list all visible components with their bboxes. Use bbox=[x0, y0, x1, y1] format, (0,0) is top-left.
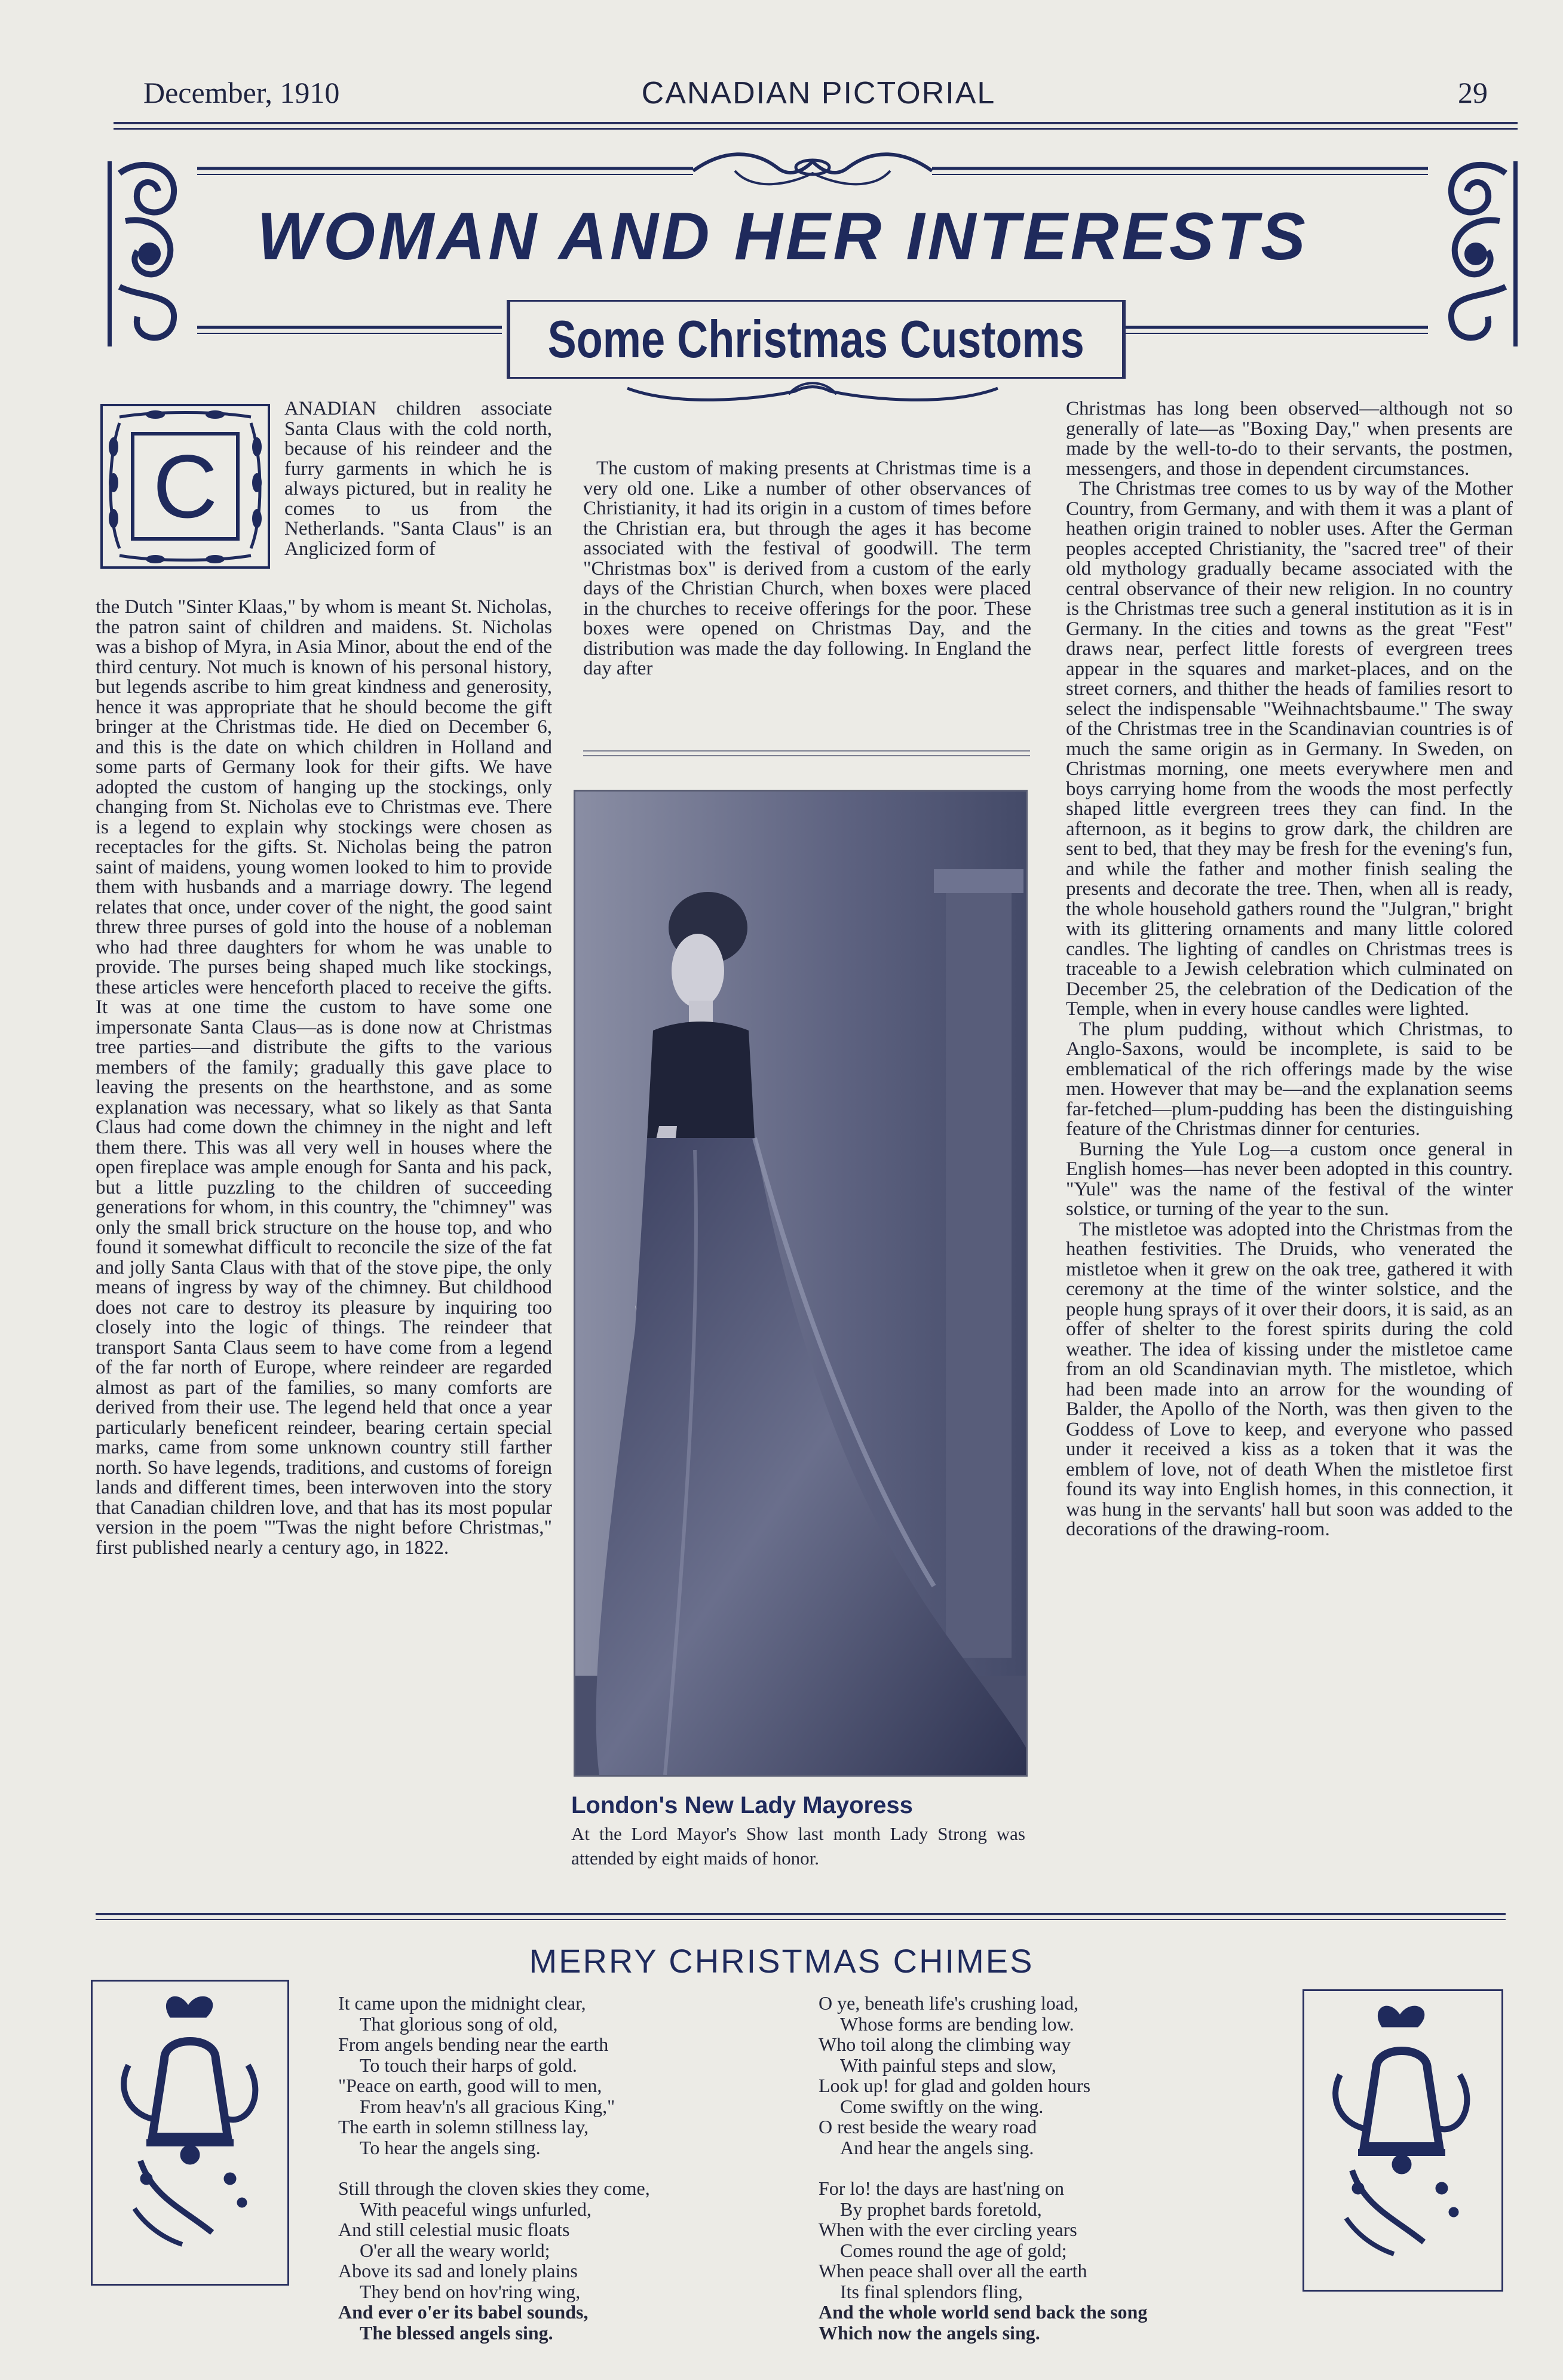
poem-line: To hear the angels sing. bbox=[360, 2136, 541, 2158]
col3-paragraph: Burning the Yule Log—a custom once general in English homes—has never been adopted in this country. "Yule" was the name of the festival of the winter solstice, or turning of the year to the sun. bbox=[1066, 1138, 1513, 1220]
bell-icon bbox=[93, 1982, 287, 2284]
poem-line: Still through the cloven skies they come, bbox=[338, 2177, 650, 2199]
poem-line: Whose forms are bending low. bbox=[840, 2013, 1074, 2035]
article-title: Some Christmas Customs bbox=[547, 309, 1085, 369]
poem-line: "Peace on earth, good will to men, bbox=[338, 2075, 602, 2096]
photo-caption-title: London's New Lady Mayoress bbox=[571, 1792, 913, 1818]
portrait-illustration bbox=[575, 792, 1026, 1775]
poem-line: And ever o'er its babel sounds, bbox=[338, 2301, 589, 2323]
poem-line: With painful steps and slow, bbox=[840, 2054, 1056, 2076]
col1-lead-text bbox=[284, 399, 552, 559]
col1-main-paragraph: the Dutch "Sinter Klaas," by whom is meant St. Nicholas, the patron saint of children and maidens. St. Nicholas was a bishop of Myra, in Asia Minor, about the end of the third century. Not much is known of his personal history, but legends ascribe to him great kindness and generosity, hence it was appropriate that he should become the gift bringer at the Christmas tide. He died on December 6, and this is the date on which children in Holland and some parts of Germany look for their gifts. We have adopted the custom of hanging up the stockings, only changing from St. Nicholas eve to Christmas eve. There is a legend to explain why stockings were chosen as receptacles for the gifts. St. Nicholas being the patron saint of maidens, young women looked to him to provide them with husbands and a marriage dowry. The legend relates that once, under cover of the night, the good saint threw three purses of gold into the house of a nobleman who had three daughters for whom he was unable to provide. The purses being shaped much like stockings, these articles were henceforth placed to receive the gifts. It was at one time the custom to have some one impersonate Santa Claus—as is done now at Christmas tree parties—and distribute the gifts to the various members of the family; gradually this gave place to leaving the presents on the hearthstone, and as some explanation was necessary, what so likely as that Santa Claus had come down the chimney in the night and left them there. This was all very well in houses where the open fireplace was ample enough for Santa and his pack, but a little puzzling to the children of succeeding generations for whom, in this country, the "chimney" was only the small brick structure on the house top, and who found it somewhat difficult to reconcile the size of the fat and jolly Santa Claus with that of the stove pipe, the only means of ingress by way of the chimney. But childhood does not care to destroy its pleasure by inquiring too closely into the logic of things. The reindeer that transport Santa Claus seem to have come from a legend of the far north of Europe, where reindeer are regarded almost as part of the families, so many comforts are derived from their use. The legend held that once a year particularly beneficent reindeer, bearing certain special marks, came from some unknown country still farther north. So have legends, traditions, and customs of foreign lands and different times, been interwoven into the story that Canadian children love, and that has its most popular version in the poem "'Twas the night before Christmas," first published nearly a century ago, in 1822. bbox=[96, 596, 552, 1559]
header-rule-bottom bbox=[114, 128, 1518, 130]
col3-paragraph: The mistletoe was adopted into the Christmas from the heathen festivities. The Druids, who venerated the mistletoe when it grew on the oak tree, gathered it with ceremony at the time of the winter solstice, and the people hung sprays of it over their doors, it is said, as an offer of shelter to the forest spirits during the cold weather. The idea of kissing under the mistletoe came from an old Scandinavian myth. The mistletoe, which had been made into an arrow for the wounding of Balder, the Apollo of the North, was then given to the Goddess of Love to keep, and everyone who passed under it received a kiss as a token that it was the emblem of love, not of death When the mistletoe first found its way into English homes, in this connection, it was hung in the servants' hall but soon was added to the decorations of the drawing-room. bbox=[1066, 1218, 1513, 1540]
col1-main-text bbox=[96, 597, 552, 1558]
photo-caption bbox=[571, 1792, 1025, 1870]
poem-line: Its final splendors fling, bbox=[840, 2280, 1023, 2302]
magazine-title: CANADIAN PICTORIAL bbox=[641, 76, 996, 111]
poem-stanza bbox=[819, 2178, 1285, 2343]
poem-line: The earth in solemn stillness lay, bbox=[338, 2116, 589, 2137]
col2-rule-a bbox=[583, 750, 1030, 752]
poem-stanza bbox=[338, 1993, 756, 2158]
col2-paragraph: The custom of making presents at Christmas time is a very old one. Like a number of other observances of Christianity, it had its origin in a custom of times before the Christian era, but through the ages it has become associated with the festival of goodwill. The term "Christmas box" is derived from a custom of the early days of the Christian Church, when boxes were placed in the churches to receive offerings for the poor. These boxes were opened on Christmas Day, and the distribution was made the day following. In England the day after bbox=[583, 458, 1031, 679]
poem-line: With peaceful wings unfurled, bbox=[360, 2198, 592, 2220]
poem-line: The blessed angels sing. bbox=[360, 2321, 553, 2344]
poem-line: It came upon the midnight clear, bbox=[338, 1992, 586, 2014]
photo-caption-text: At the Lord Mayor's Show last month Lady Strong was attended by eight maids of honor. bbox=[571, 1823, 1025, 1869]
poem-line: O rest beside the weary road bbox=[819, 2116, 1037, 2137]
poem-line: Look up! for glad and golden hours bbox=[819, 2075, 1091, 2096]
col1-lead-paragraph: ANADIAN children associate Santa Claus with the cold north, because of his reindeer and the furry garments in which he is always pictured, but in reality he comes to us from the Netherlands. "Santa Claus" is an Anglicized form of bbox=[284, 398, 552, 560]
poem-line: O'er all the weary world; bbox=[360, 2239, 550, 2261]
issue-date: December, 1910 bbox=[143, 76, 340, 109]
poem-line: When with the ever circling years bbox=[819, 2219, 1077, 2240]
drop-cap-frame bbox=[96, 399, 275, 573]
col3-paragraph: Christmas has long been observed—although not so generally of late—as "Boxing Day," when presents are made by the well-to-do to their servants, the postmen, messengers, and those in dependent circumstances. bbox=[1066, 398, 1513, 480]
section-title: WOMAN AND HER INTERESTS bbox=[257, 199, 1308, 274]
article-title-box bbox=[507, 300, 1126, 379]
header-rule-top bbox=[114, 122, 1518, 124]
poem-line: That glorious song of old, bbox=[360, 2013, 558, 2035]
col3-paragraph: The Christmas tree comes to us by way of the Mother Country, from Germany, and with them it was a plant of heathen origin trained to nobler uses. After the German peoples accepted Christianity, the "sacred tree" of their old mythology gradually became associated with the central observance of their new religion. In no country is the Christmas tree such a general institution as it is in Germany. In the cities and towns as the great "Fest" draws near, perfect little forests of evergreen trees appear in the squares and market-places, and on the street corners, and thither the heads of families resort to select the indispensable "Weihnachtsbaume." The sway of the Christmas tree in the Scandinavian countries is of much the same origin as in Germany. In Sweden, on Christmas morning, one meets everywhere men and boys carrying home from the woods the most perfectly shaped little evergreen trees they can find. In the afternoon, as it begins to grow dark, the children are sent to bed, that they may be fresh for the evening's fun, and while the father and mother finish sealing the presents and decorate the tree. Then, when all is ready, the whole household gathers round the "Julgran," bright with its glittering ornaments and many little colored candles. The lighting of candles on Christmas trees is traceable to a Jewish celebration which culminated on December 25, the celebration of the Dedication of the Temple, when in every house candles were lighted. bbox=[1066, 478, 1513, 1020]
poem-line: And hear the angels sing. bbox=[840, 2136, 1034, 2158]
poem-stanza bbox=[819, 1993, 1285, 2158]
poem-line: From angels bending near the earth bbox=[338, 2034, 609, 2055]
col2-text bbox=[583, 459, 1031, 679]
poem-line: For lo! the days are hast'ning on bbox=[819, 2177, 1065, 2199]
poem-line: From heav'n's all gracious King," bbox=[360, 2095, 615, 2117]
poem-line: They bend on hov'ring wing, bbox=[360, 2280, 581, 2302]
poem-line: And the whole world send back the song bbox=[819, 2301, 1148, 2323]
poem-line: Which now the angels sing. bbox=[819, 2321, 1040, 2344]
poem-stanza bbox=[338, 2178, 756, 2343]
bell-icon bbox=[1304, 1991, 1501, 2290]
poem-title: MERRY CHRISTMAS CHIMES bbox=[529, 1942, 1034, 1980]
page-number: 29 bbox=[1458, 76, 1488, 109]
poem-line: When peace shall over all the earth bbox=[819, 2260, 1087, 2281]
poem-line: By prophet bards foretold, bbox=[840, 2198, 1042, 2220]
poem-rule-top-thin bbox=[96, 1919, 1506, 1920]
poem-line: To touch their harps of gold. bbox=[360, 2054, 577, 2076]
col2-rule-b bbox=[583, 755, 1030, 756]
poem-rule-top bbox=[96, 1913, 1506, 1915]
poem-line: And still celestial music floats bbox=[338, 2219, 570, 2240]
bell-illustration-right bbox=[1303, 1989, 1503, 2292]
poem-line: Come swiftly on the wing. bbox=[840, 2095, 1044, 2117]
poem-line: O ye, beneath life's crushing load, bbox=[819, 1992, 1078, 2014]
poem-right-column bbox=[819, 1993, 1285, 2363]
poem-left-column bbox=[338, 1993, 756, 2363]
lady-mayoress-photo bbox=[574, 790, 1028, 1777]
poem-line: Comes round the age of gold; bbox=[840, 2239, 1067, 2261]
drop-cap-letter: C bbox=[152, 436, 218, 536]
bell-illustration-left bbox=[91, 1980, 289, 2286]
poem-line: Who toil along the climbing way bbox=[819, 2034, 1071, 2055]
col3-paragraph: The plum pudding, without which Christmas, to Anglo-Saxons, would be incomplete, is said to be emblematical of the rich offerings made by the wise men. However that may be—and the explanation seems far-fetched—plum-pudding has been the distinguishing feature of the Christmas dinner for centuries. bbox=[1066, 1018, 1513, 1140]
col3-text bbox=[1066, 399, 1513, 1540]
poem-line: Above its sad and lonely plains bbox=[338, 2260, 578, 2281]
